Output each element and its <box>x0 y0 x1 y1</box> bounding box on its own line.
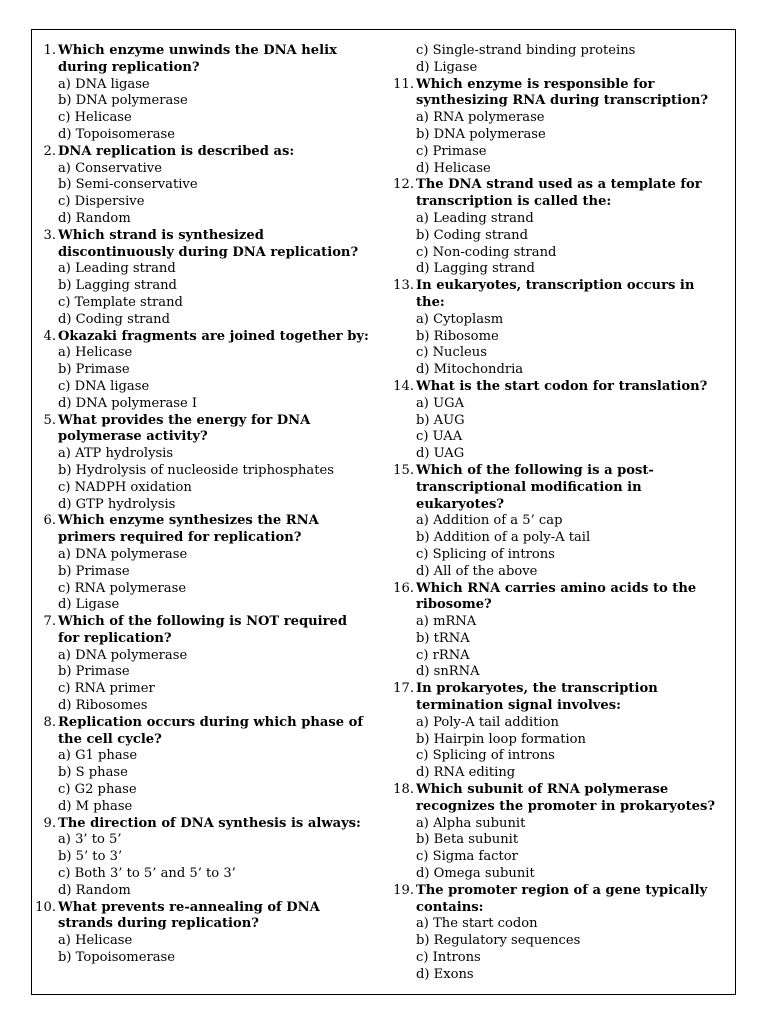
answer-option: b) DNA polymerase <box>416 126 546 142</box>
question-number: 19. <box>393 882 414 898</box>
answer-option: c) Introns <box>416 950 481 966</box>
answer-option: b) Primase <box>58 563 130 579</box>
question-block <box>390 278 720 379</box>
answer-option: b) S phase <box>58 765 128 781</box>
answer-option: a) Conservative <box>58 160 162 176</box>
question-block <box>32 513 372 614</box>
answer-option: c) NADPH oxidation <box>58 479 192 495</box>
question-header <box>32 144 372 161</box>
question-header <box>32 43 372 77</box>
question-number: 3. <box>43 227 56 243</box>
answer-option: c) Nucleus <box>416 345 487 361</box>
question-header <box>32 413 372 447</box>
question-header <box>390 883 720 917</box>
answer-option: a) DNA polymerase <box>58 546 188 562</box>
answer-option: d) UAG <box>416 446 465 462</box>
question-number: 16. <box>393 580 414 596</box>
answer-option: c) Single-strand binding proteins <box>416 43 636 58</box>
answer-option: b) Addition of a poly-A tail <box>416 530 591 546</box>
answer-option: b) Primase <box>58 664 130 680</box>
answer-option: a) mRNA <box>416 614 477 630</box>
question-text: Which RNA carries amino acids to the ribosome? <box>416 580 697 613</box>
answer-option: a) DNA polymerase <box>58 647 188 663</box>
answer-option: d) Helicase <box>416 160 491 176</box>
question-text: Which of the following is a post-transcriptional modification in eukaryotes? <box>416 462 654 512</box>
question-block <box>32 413 372 514</box>
answer-option: c) Splicing of introns <box>416 546 555 562</box>
answer-option: a) Helicase <box>58 933 133 949</box>
question-text: In eukaryotes, transcription occurs in the: <box>416 278 695 310</box>
question-number: 7. <box>43 614 56 630</box>
answer-option: b) Coding strand <box>416 227 528 243</box>
left-question-column <box>32 43 372 967</box>
question-number: 5. <box>43 412 56 428</box>
question-text: Which of the following is NOT required for replication? <box>58 614 348 646</box>
answer-option: b) Hairpin loop formation <box>416 731 586 747</box>
question-block <box>32 900 372 967</box>
question-header <box>390 278 720 312</box>
answer-option: c) Sigma factor <box>416 849 518 865</box>
answer-option: d) DNA polymerase I <box>58 395 198 411</box>
question-header <box>390 379 720 396</box>
question-number: 10. <box>35 899 56 915</box>
question-block <box>390 681 720 782</box>
question-block <box>32 228 372 329</box>
answer-option: a) Leading strand <box>58 261 176 277</box>
question-text: The DNA strand used as a template for transcription is called the: <box>416 177 702 210</box>
question-text: The direction of DNA synthesis is always: <box>58 815 361 831</box>
answer-option: d) Coding strand <box>58 311 170 327</box>
question-block <box>390 883 720 984</box>
question-10-continuation <box>390 43 720 77</box>
answer-option: c) Dispersive <box>58 194 145 210</box>
answer-option: c) Helicase <box>58 110 132 126</box>
answer-option: a) RNA polymerase <box>416 110 545 126</box>
question-block <box>32 614 372 715</box>
answer-option: c) Non-coding strand <box>416 244 557 260</box>
answer-option: d) Topoisomerase <box>58 126 176 142</box>
answer-option: c) DNA ligase <box>58 378 150 394</box>
answer-option: d) Ribosomes <box>58 698 148 714</box>
question-block <box>390 177 720 278</box>
answer-option: a) Addition of a 5’ cap <box>416 513 563 529</box>
question-header <box>390 581 720 615</box>
answer-option: d) Lagging strand <box>416 261 535 277</box>
answer-option: d) Ligase <box>58 597 120 613</box>
question-number: 12. <box>393 177 414 193</box>
answer-option: b) DNA polymerase <box>58 93 188 109</box>
answer-option: c) RNA primer <box>58 681 155 697</box>
answer-option: a) UGA <box>416 395 465 411</box>
answer-option: c) UAA <box>416 429 463 445</box>
question-number: 1. <box>43 43 56 58</box>
question-block <box>32 715 372 816</box>
answer-option: a) Leading strand <box>416 210 534 226</box>
answer-option: d) Random <box>58 882 131 898</box>
question-text: Replication occurs during which phase of the cell cycle? <box>58 714 364 747</box>
question-block <box>390 782 720 883</box>
answer-option: c) RNA polymerase <box>58 580 187 596</box>
question-block <box>32 144 372 228</box>
question-number: 13. <box>393 278 414 294</box>
question-block <box>32 43 372 144</box>
question-header <box>32 228 372 262</box>
answer-option: c) G2 phase <box>58 782 137 798</box>
question-block <box>390 77 720 178</box>
question-number: 4. <box>43 328 56 344</box>
answer-option: a) G1 phase <box>58 748 138 764</box>
question-text: Which subunit of RNA polymerase recognizes the promoter in prokaryotes? <box>416 782 716 814</box>
answer-option: a) 3’ to 5’ <box>58 832 122 848</box>
question-header <box>390 681 720 715</box>
answer-option: b) 5’ to 3’ <box>58 849 123 865</box>
question-block <box>32 329 372 413</box>
answer-option: b) Semi-conservative <box>58 177 198 193</box>
question-text: Which enzyme is responsible for synthesizing RNA during transcription? <box>416 76 709 109</box>
question-text: Okazaki fragments are joined together by: <box>58 328 369 344</box>
question-header <box>32 329 372 346</box>
question-header <box>390 463 720 513</box>
answer-option: a) Helicase <box>58 345 133 361</box>
answer-option: b) Primase <box>58 362 130 378</box>
answer-option: d) M phase <box>58 798 133 814</box>
question-text: What provides the energy for DNA polymerase activity? <box>58 412 311 445</box>
answer-option: b) Ribosome <box>416 328 499 344</box>
question-number: 17. <box>393 681 414 697</box>
answer-option: d) Ligase <box>416 59 478 75</box>
answer-option: c) Both 3’ to 5’ and 5’ to 3’ <box>58 866 236 882</box>
answer-option: a) ATP hydrolysis <box>58 446 174 462</box>
question-text: The promoter region of a gene typically contains: <box>416 882 708 915</box>
answer-option: c) Template strand <box>58 294 183 310</box>
answer-option: b) Lagging strand <box>58 278 177 294</box>
question-number: 9. <box>43 815 56 831</box>
question-number: 8. <box>43 714 56 730</box>
question-number: 15. <box>393 462 414 478</box>
question-header <box>32 513 372 547</box>
question-header <box>32 816 372 833</box>
question-header <box>32 614 372 648</box>
question-header <box>32 900 372 934</box>
question-number: 11. <box>393 76 414 92</box>
answer-option: d) Random <box>58 210 131 226</box>
question-block <box>32 816 372 900</box>
question-header <box>390 177 720 211</box>
answer-option: a) Poly-A tail addition <box>416 714 559 730</box>
answer-option: d) snRNA <box>416 664 480 680</box>
question-header <box>390 77 720 111</box>
question-header <box>390 782 720 816</box>
question-number: 2. <box>43 143 56 159</box>
answer-option: d) All of the above <box>416 563 538 579</box>
answer-option: b) AUG <box>416 412 465 428</box>
answer-option: a) Alpha subunit <box>416 815 526 831</box>
answer-option: b) Beta subunit <box>416 832 519 848</box>
answer-option: a) The start codon <box>416 916 538 932</box>
answer-option: d) Omega subunit <box>416 866 535 882</box>
answer-option: c) Primase <box>416 143 487 159</box>
question-number: 14. <box>393 378 414 394</box>
question-text: What prevents re-annealing of DNA strands during replication? <box>58 899 320 932</box>
answer-option: d) GTP hydrolysis <box>58 496 176 512</box>
question-text: In prokaryotes, the transcription termination signal involves: <box>416 681 658 714</box>
answer-option: d) Mitochondria <box>416 362 524 378</box>
question-block <box>390 581 720 682</box>
question-text: Which enzyme synthesizes the RNA primers required for replication? <box>58 513 319 546</box>
question-block <box>390 463 720 581</box>
answer-option: b) Topoisomerase <box>58 950 176 966</box>
question-text: Which enzyme unwinds the DNA helix during replication? <box>58 43 337 75</box>
answer-option: b) Regulatory sequences <box>416 933 581 949</box>
answer-option: a) DNA ligase <box>58 76 150 92</box>
answer-option: b) Hydrolysis of nucleoside triphosphates <box>58 462 334 478</box>
answer-option: d) Exons <box>416 966 474 982</box>
question-number: 18. <box>393 782 414 798</box>
right-question-column <box>390 43 720 984</box>
question-text: Which strand is synthesized discontinuously during DNA replication? <box>58 227 359 260</box>
answer-option: c) Splicing of introns <box>416 748 555 764</box>
question-text: DNA replication is described as: <box>58 143 295 159</box>
answer-option: d) RNA editing <box>416 765 516 781</box>
right-question-list <box>390 77 720 984</box>
question-number: 6. <box>43 513 56 529</box>
answer-option: a) Cytoplasm <box>416 311 504 327</box>
question-header <box>32 715 372 749</box>
question-text: What is the start codon for translation? <box>416 378 708 394</box>
question-block <box>390 379 720 463</box>
answer-option: b) tRNA <box>416 630 470 646</box>
answer-option: c) rRNA <box>416 647 470 663</box>
